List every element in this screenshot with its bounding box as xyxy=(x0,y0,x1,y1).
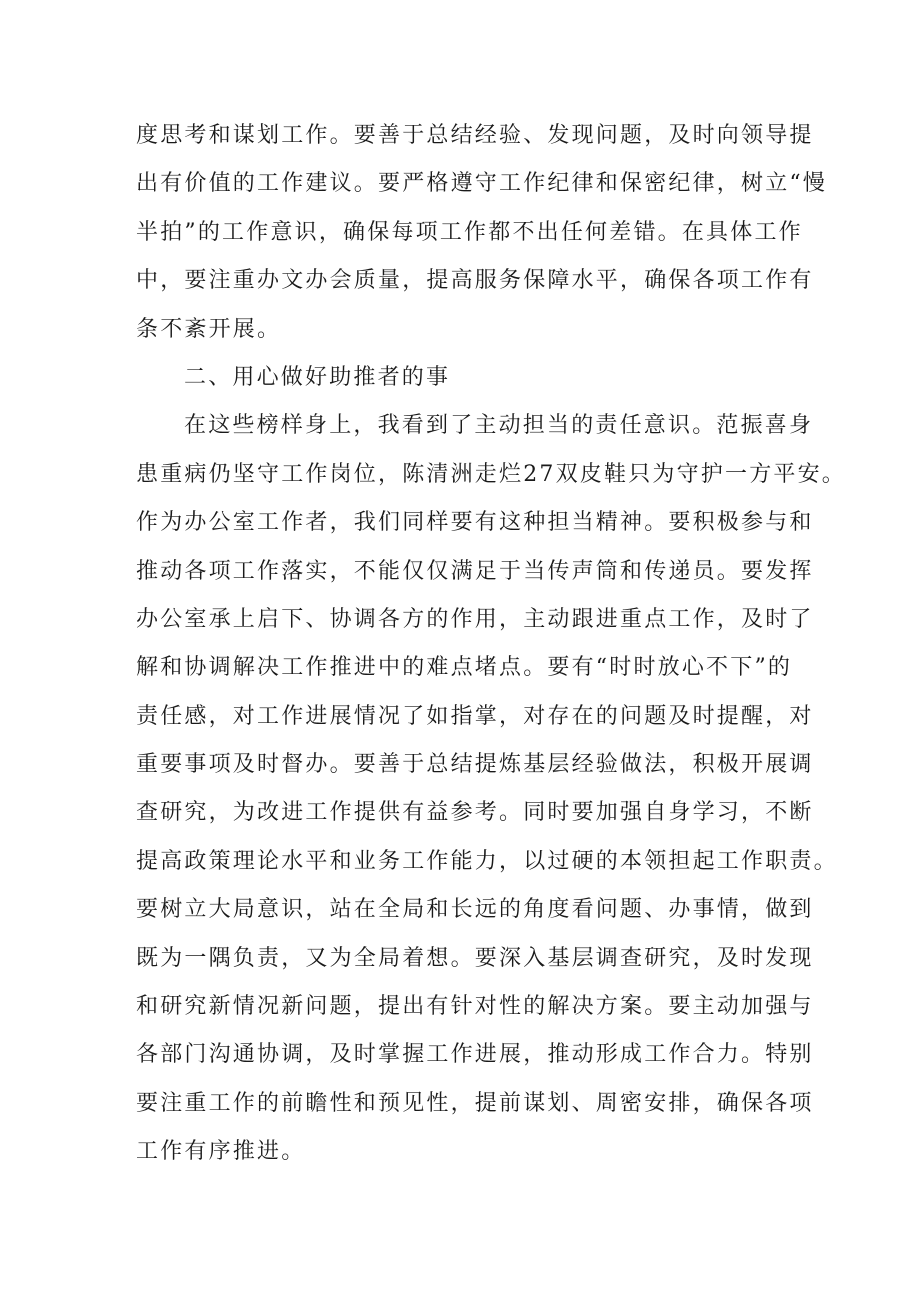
paragraph-2-line: 查研究，为改进工作提供有益参考。同时要加强自身学习，不断 xyxy=(136,800,814,826)
paragraph-2-line: 要树立大局意识，站在全局和长远的角度看问题、办事情，做到 xyxy=(136,897,814,923)
paragraph-2-line: 解和协调解决工作推进中的难点堵点。要有“时时放心不下”的 xyxy=(136,655,793,681)
paragraph-2-line: 患重病仍坚守工作岗位，陈清洲走烂27双皮鞋只为守护一方平安。 xyxy=(136,461,846,487)
paragraph-2-line: 各部门沟通协调，及时掌握工作进展，推动形成工作合力。特别 xyxy=(136,1042,814,1068)
paragraph-2-line: 和研究新情况新问题，提出有针对性的解决方案。要主动加强与 xyxy=(136,994,814,1020)
document-body xyxy=(136,112,846,1177)
paragraph-2-line: 办公室承上启下、协调各方的作用，主动跟进重点工作，及时了 xyxy=(136,606,814,632)
paragraph-1-line: 条不紊开展。 xyxy=(136,316,282,342)
paragraph-2-line: 既为一隅负责，又为全局着想。要深入基层调查研究，及时发现 xyxy=(136,945,814,971)
paragraph-1-line: 出有价值的工作建议。要严格遵守工作纪律和保密纪律，树立“慢 xyxy=(136,171,828,197)
paragraph-2-line: 作为办公室工作者，我们同样要有这种担当精神。要积极参与和 xyxy=(136,510,814,536)
paragraph-1-line: 度思考和谋划工作。要善于总结经验、发现问题，及时向领导提 xyxy=(136,123,814,148)
paragraph-1-line: 中，要注重办文办会质量，提高服务保障水平，确保各项工作有 xyxy=(136,268,814,294)
paragraph-2-line: 工作有序推进。 xyxy=(136,1139,306,1165)
paragraph-2-line: 推动各项工作落实，不能仅仅满足于当传声筒和传递员。要发挥 xyxy=(136,558,814,584)
paragraph-2-line: 提高政策理论水平和业务工作能力，以过硬的本领担起工作职责。 xyxy=(136,848,838,874)
paragraph-1-line: 半拍”的工作意识，确保每项工作都不出任何差错。在具体工作 xyxy=(136,219,803,245)
paragraph-2-line: 要注重工作的前瞻性和预见性，提前谋划、周密安排，确保各项 xyxy=(136,1090,814,1116)
paragraph-2-line: 责任感，对工作进展情况了如指掌，对存在的问题及时提醒，对 xyxy=(136,703,814,729)
paragraph-2-line: 在这些榜样身上，我看到了主动担当的责任意识。范振喜身 xyxy=(184,413,814,439)
section-heading: 二、用心做好助推者的事 xyxy=(184,364,451,390)
paragraph-2-line: 重要事项及时督办。要善于总结提炼基层经验做法，积极开展调 xyxy=(136,752,814,778)
